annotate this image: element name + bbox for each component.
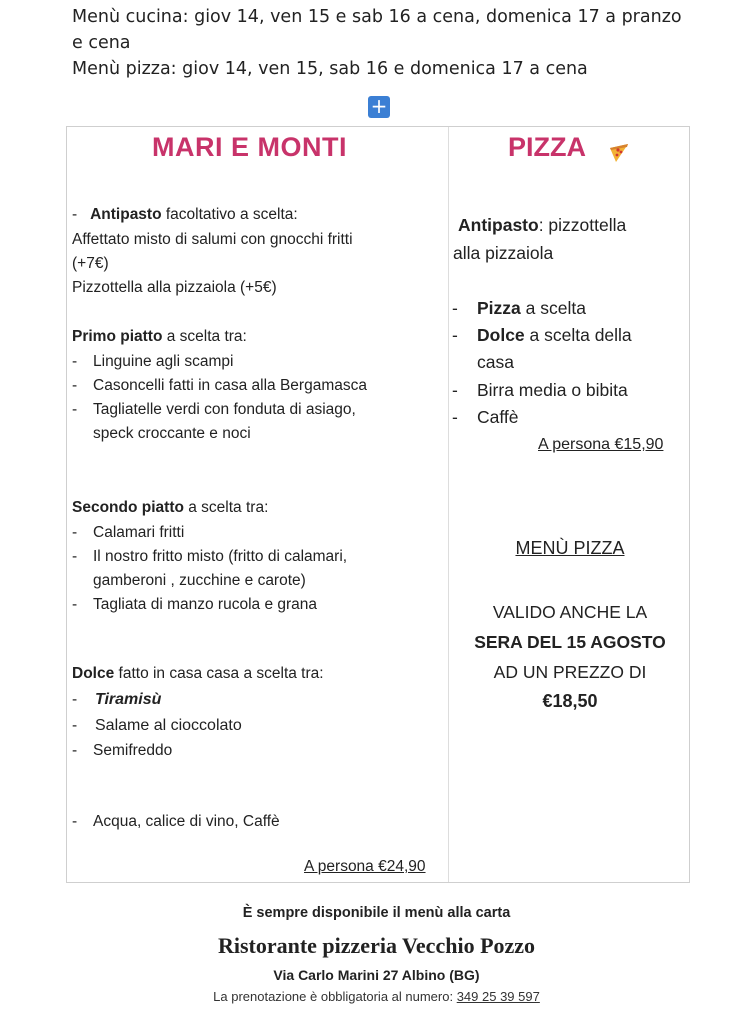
pizza-title: PIZZA <box>508 132 586 162</box>
antipasto-rest: facoltativo a scelta: <box>161 206 298 223</box>
right-price: A persona €15,90 <box>538 436 664 453</box>
list-item-continued: speck croccante e noci <box>93 425 251 442</box>
antipasto-item: Pizzottella alla pizzaiola (+5€) <box>72 279 277 296</box>
list-item: - Birra media o bibita <box>452 380 628 400</box>
antipasto-label: Antipasto <box>90 206 162 223</box>
pizza-antipasto-line: Antipasto: pizzottella <box>458 215 627 235</box>
list-item: - Tagliata di manzo rucola e grana <box>72 596 318 613</box>
valid-line-2: SERA DEL 15 AGOSTO <box>474 632 666 652</box>
list-item: - Dolce a scelta della <box>452 325 632 345</box>
pizza-antipasto-label: Antipasto <box>458 215 539 235</box>
valid-price: €18,50 <box>542 691 598 711</box>
secondo-heading <box>72 499 268 517</box>
list-item: - Salame al cioccolato <box>72 717 242 734</box>
header-line-1: Menù cucina: giov 14, ven 15 e sab 16 a cena, domenica 17 a pranzo <box>72 7 682 27</box>
list-item: - Semifreddo <box>72 742 173 759</box>
list-item: - Caffè <box>452 407 519 427</box>
primo-label: Primo piatto <box>72 328 163 345</box>
secondo-rest: a scelta tra: <box>183 499 269 516</box>
dolce-rest: fatto in casa casa a scelta tra: <box>114 665 324 682</box>
booking-line <box>0 989 753 1004</box>
restaurant-address: Via Carlo Marini 27 Albino (BG) <box>273 967 480 983</box>
footer-carta: È sempre disponibile il menù alla carta <box>242 905 511 921</box>
dolce-label: Dolce <box>72 665 115 682</box>
list-item: - Il nostro fritto misto (fritto di calamari, <box>72 548 348 565</box>
antipasto-item: Affettato misto di salumi con gnocchi fritti <box>72 231 353 248</box>
left-price: A persona €24,90 <box>304 858 426 875</box>
pizza-slice-icon <box>609 143 629 163</box>
booking-text: La prenotazione è obbligatoria al numero: <box>213 989 457 1004</box>
dolce-heading <box>72 665 324 683</box>
dash-marker: - <box>72 206 78 223</box>
list-item: - Pizza a scelta <box>452 298 586 318</box>
list-item-continued: gamberoni , zucchine e carote) <box>93 572 306 589</box>
extra-line: - Acqua, calice di vino, Caffè <box>72 813 280 830</box>
valid-line-1: VALIDO ANCHE LA <box>492 602 648 622</box>
header-line-2: e cena <box>72 33 131 53</box>
menu-pizza-title: MENÙ PIZZA <box>515 538 625 558</box>
list-item-continued: casa <box>477 352 514 372</box>
list-item: - Casoncelli fatti in casa alla Bergamasca <box>72 377 367 394</box>
add-button[interactable]: + <box>368 96 390 118</box>
list-item: - Tiramisù <box>72 691 162 708</box>
header-line-3: Menù pizza: giov 14, ven 15, sab 16 e domenica 17 a cena <box>72 59 588 79</box>
header-text <box>72 4 712 82</box>
primo-heading <box>72 328 247 346</box>
antipasto-line <box>72 206 298 224</box>
antipasto-item-price: (+7€) <box>72 255 109 272</box>
list-item: - Calamari fritti <box>72 524 185 541</box>
list-item: - Linguine agli scampi <box>72 353 234 370</box>
mari-e-monti-title: MARI E MONTI <box>152 132 347 162</box>
valid-line-3: AD UN PREZZO DI <box>493 662 647 682</box>
column-divider <box>448 127 449 882</box>
pizza-antipasto-line-2: alla pizzaiola <box>453 243 554 263</box>
restaurant-name: Ristorante pizzeria Vecchio Pozzo <box>217 933 536 958</box>
list-item: - Tagliatelle verdi con fonduta di asiago, <box>72 401 356 418</box>
phone-number[interactable]: 349 25 39 597 <box>456 989 540 1004</box>
secondo-label: Secondo piatto <box>72 499 184 516</box>
primo-rest: a scelta tra: <box>162 328 247 345</box>
